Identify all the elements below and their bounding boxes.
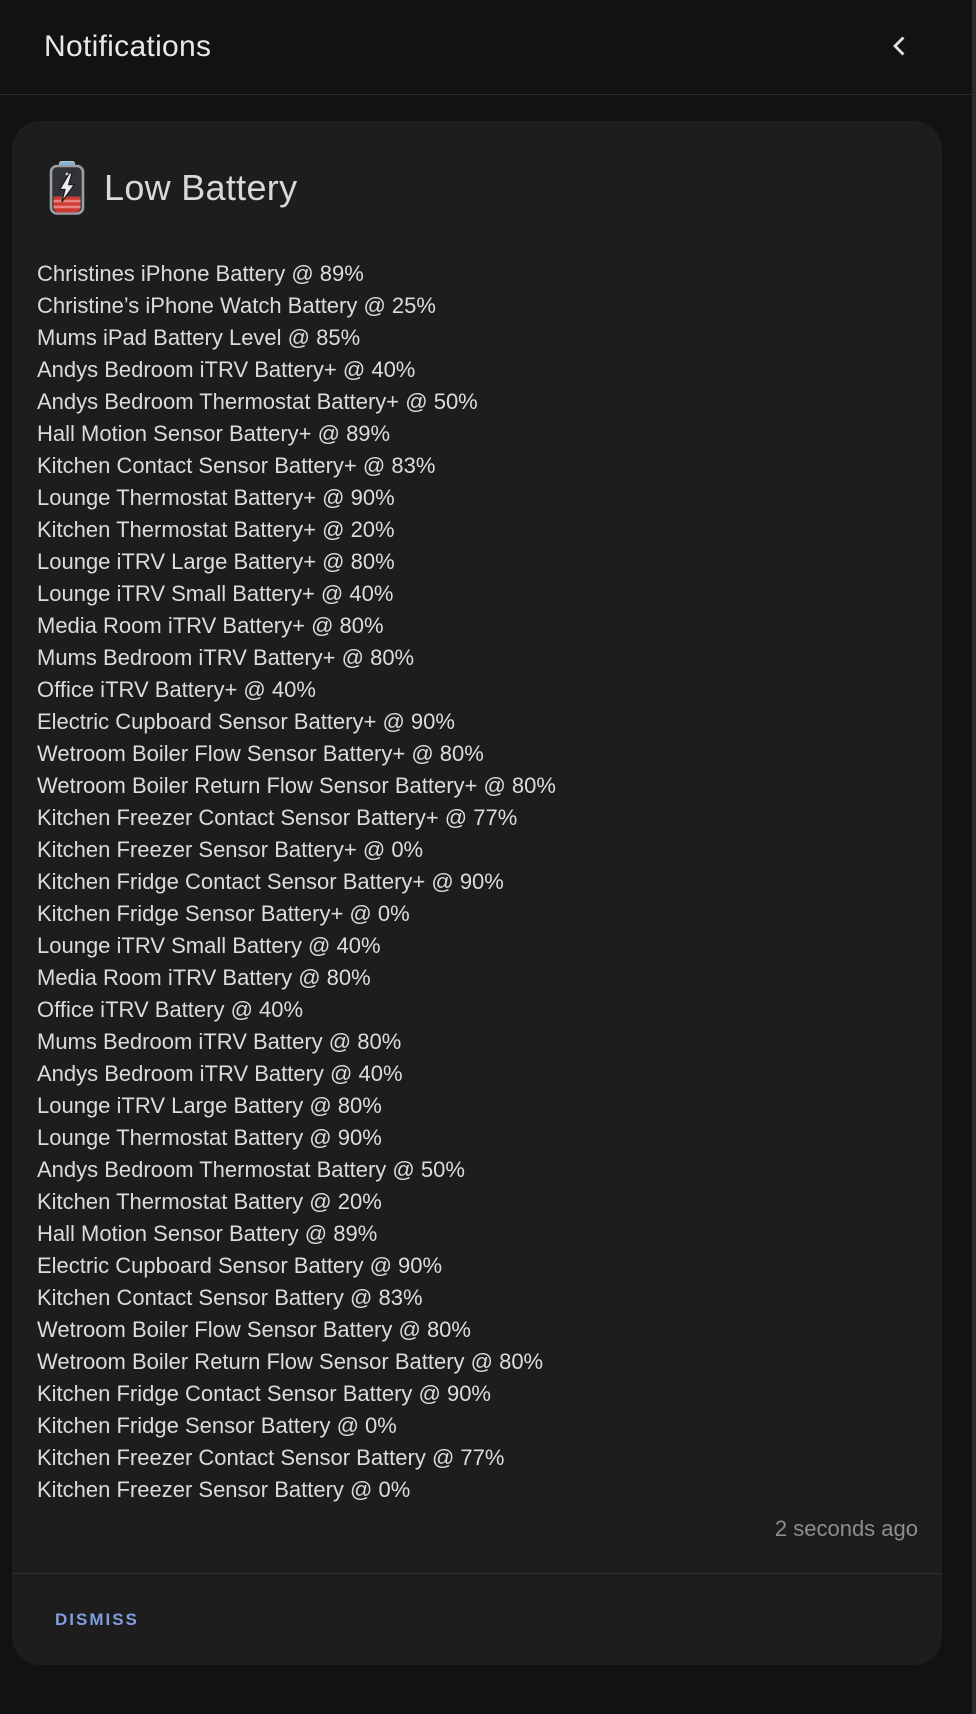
battery-list-item: Office iTRV Battery @ 40% — [37, 997, 304, 1022]
battery-list-item: Hall Motion Sensor Battery+ @ 89% — [37, 421, 391, 446]
battery-list-item: Kitchen Fridge Contact Sensor Battery+ @ 90% — [37, 869, 504, 894]
battery-list-item: Kitchen Freezer Sensor Battery @ 0% — [37, 1477, 411, 1502]
battery-list — [36, 258, 918, 1506]
page-title: Notifications — [44, 30, 212, 63]
notification-title: Low Battery — [104, 167, 298, 208]
battery-list-item: Kitchen Freezer Sensor Battery+ @ 0% — [37, 837, 424, 862]
battery-list-item: Andys Bedroom iTRV Battery @ 40% — [37, 1061, 403, 1086]
battery-list-item: Electric Cupboard Sensor Battery+ @ 90% — [37, 709, 455, 734]
notification-body — [12, 121, 942, 1573]
battery-list-item: Andys Bedroom iTRV Battery+ @ 40% — [37, 357, 416, 382]
battery-list-item: Kitchen Freezer Contact Sensor Battery @ 77% — [37, 1445, 505, 1470]
battery-list-item: Lounge Thermostat Battery @ 90% — [37, 1125, 382, 1150]
notification-actions — [12, 1573, 942, 1665]
battery-list-item: Mums Bedroom iTRV Battery+ @ 80% — [37, 645, 415, 670]
battery-list-item: Lounge iTRV Small Battery @ 40% — [37, 933, 381, 958]
battery-list-item: Media Room iTRV Battery+ @ 80% — [37, 613, 384, 638]
battery-list-item: Kitchen Contact Sensor Battery+ @ 83% — [37, 453, 436, 478]
battery-list-item: Andys Bedroom Thermostat Battery @ 50% — [37, 1157, 465, 1182]
battery-list-item: Kitchen Fridge Sensor Battery+ @ 0% — [37, 901, 410, 926]
battery-list-item: Wetroom Boiler Return Flow Sensor Battery @ 80% — [37, 1349, 544, 1374]
battery-list-item: Wetroom Boiler Flow Sensor Battery+ @ 80% — [37, 741, 484, 766]
header — [0, 0, 976, 95]
battery-list-item: Andys Bedroom Thermostat Battery+ @ 50% — [37, 389, 478, 414]
battery-list-item: Electric Cupboard Sensor Battery @ 90% — [37, 1253, 443, 1278]
battery-list-item: Mums Bedroom iTRV Battery @ 80% — [37, 1029, 402, 1054]
notification-card — [12, 121, 942, 1665]
battery-list-item: Christines iPhone Battery @ 89% — [37, 261, 364, 286]
battery-list-item: Hall Motion Sensor Battery @ 89% — [37, 1221, 378, 1246]
battery-list-item: Kitchen Contact Sensor Battery @ 83% — [37, 1285, 423, 1310]
battery-list-item: Wetroom Boiler Flow Sensor Battery @ 80% — [37, 1317, 471, 1342]
battery-list-item: Kitchen Thermostat Battery+ @ 20% — [37, 517, 395, 542]
chevron-left-icon — [887, 33, 913, 62]
battery-list-item: Media Room iTRV Battery @ 80% — [37, 965, 371, 990]
battery-list-item: Wetroom Boiler Return Flow Sensor Battery+ @ 80% — [37, 773, 556, 798]
low-battery-icon — [48, 161, 86, 215]
battery-list-item: Lounge iTRV Large Battery+ @ 80% — [37, 549, 395, 574]
battery-list-item: Kitchen Freezer Contact Sensor Battery+ @ 77% — [37, 805, 518, 830]
battery-list-item: Lounge iTRV Small Battery+ @ 40% — [37, 581, 394, 606]
timestamp: 2 seconds ago — [774, 1516, 918, 1541]
collapse-notifications-button[interactable] — [876, 23, 924, 71]
battery-list-item: Christine’s iPhone Watch Battery @ 25% — [37, 293, 436, 318]
battery-list-item: Kitchen Thermostat Battery @ 20% — [37, 1189, 382, 1214]
dismiss-button[interactable]: DISMISS — [39, 1600, 155, 1640]
battery-list-item: Lounge iTRV Large Battery @ 80% — [37, 1093, 382, 1118]
battery-list-item: Mums iPad Battery Level @ 85% — [37, 325, 361, 350]
battery-list-item: Office iTRV Battery+ @ 40% — [37, 677, 316, 702]
battery-list-item: Lounge Thermostat Battery+ @ 90% — [37, 485, 395, 510]
notification-title-row — [48, 161, 918, 215]
battery-list-item: Kitchen Fridge Contact Sensor Battery @ 90% — [37, 1381, 491, 1406]
scrollbar-track[interactable] — [972, 0, 976, 1714]
battery-list-item: Kitchen Fridge Sensor Battery @ 0% — [37, 1413, 397, 1438]
